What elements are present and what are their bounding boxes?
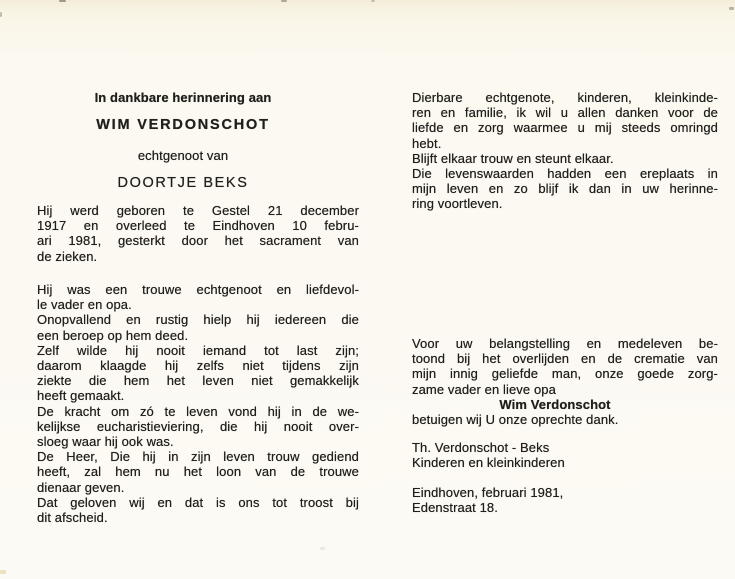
scan-speck (729, 7, 734, 10)
thanks-deceased-name: Wim Verdonschot (499, 397, 611, 412)
scan-speck (281, 0, 287, 2)
text-line: le vader en opa. (37, 297, 132, 313)
text-line: Voor uw belangstelling en medeleven be- (412, 336, 718, 351)
text-line: dit afscheid. (37, 510, 108, 526)
text-line: ren en familie, ik wil u allen danken voor de (412, 105, 718, 121)
dedication-line: In dankbare herinnering aan (94, 90, 272, 105)
life-description-paragraph (37, 282, 359, 525)
text-line: Eindhoven, februari 1981, (412, 485, 564, 500)
text-line: heeft, zal hem nu het loon van de trouwe (37, 464, 359, 480)
deceased-name: WIM VERDONSCHOT (96, 117, 270, 133)
text-line: Onopvallend en rustig hielp hij iedereen die (37, 312, 359, 328)
text-line: ring voortleven. (412, 196, 503, 212)
spouse-name: DOORTJE BEKS (117, 175, 249, 191)
thanks-paragraph (412, 336, 718, 397)
relation-line: echtgenoot van (137, 148, 229, 163)
text-line: daarom klaagde hij zelfs niet tijdens zijn (37, 358, 359, 374)
text-line: mijn innig geliefde man, onze goede zorg- (412, 366, 718, 382)
text-line: Blijft elkaar trouw en steunt elkaar. (412, 150, 614, 166)
signature-block (412, 440, 700, 470)
place-date-block (412, 485, 718, 515)
scan-speck (371, 0, 375, 2)
text-line: Kinderen en kleinkinderen (412, 455, 565, 471)
text-line: liefde en zorg waarmee u mij steeds omringd (412, 120, 718, 136)
text-line: Dat geloven wij en dat is ons tot troost bij (37, 494, 359, 510)
scan-speck (320, 547, 325, 550)
text-line: De kracht om zó te leven vond hij in de we- (37, 403, 359, 419)
text-line: Zelf wilde hij nooit iemand tot last zijn; (37, 342, 359, 358)
text-line: dienaar geven. (37, 479, 125, 495)
farewell-message-paragraph (412, 90, 718, 212)
text-line: sloeg waar hij ook was. (37, 434, 174, 450)
text-line: heeft gemaakt. (37, 388, 125, 404)
text-line: 1917 en overleed te Eindhoven 10 febru- (37, 218, 359, 234)
scan-speck (59, 0, 66, 2)
text-line: Die levenswaarden hadden een ereplaats in (412, 166, 718, 182)
text-line: zame vader en lieve opa (412, 381, 556, 397)
text-line: Edenstraat 18. (412, 500, 498, 516)
text-line: Hij was een trouwe echtgenoot en liefdevol- (37, 282, 359, 297)
text-line: Th. Verdonschot - Beks (412, 440, 550, 455)
text-line: kelijkse eucharistieviering, die hij nooit over- (37, 418, 359, 434)
scan-speck (0, 570, 6, 574)
text-line: de zieken. (37, 248, 98, 264)
text-line: hebt. (412, 135, 442, 151)
text-line: Hij werd geboren te Gestel 21 december (37, 203, 359, 218)
text-line: ari 1981, gesterkt door het sacrament van (37, 233, 359, 249)
text-line: toond bij het overlijden en de crematie van (412, 351, 718, 367)
text-line: De Heer, Die hij in zijn leven trouw gediend (37, 449, 359, 465)
text-line: mijn leven en zo blijf ik dan in uw herinne- (412, 181, 718, 197)
text-line: een beroep op hem deed. (37, 327, 189, 343)
text-line: ziekte die hem het leven niet gemakkelijk (37, 373, 359, 389)
scan-speck (0, 12, 2, 17)
text-line: Dierbare echtgenote, kinderen, kleinkinde- (412, 90, 718, 105)
thanks-closing-line: betuigen wij U onze oprechte dank. (412, 412, 619, 427)
birth-death-paragraph (37, 203, 359, 264)
